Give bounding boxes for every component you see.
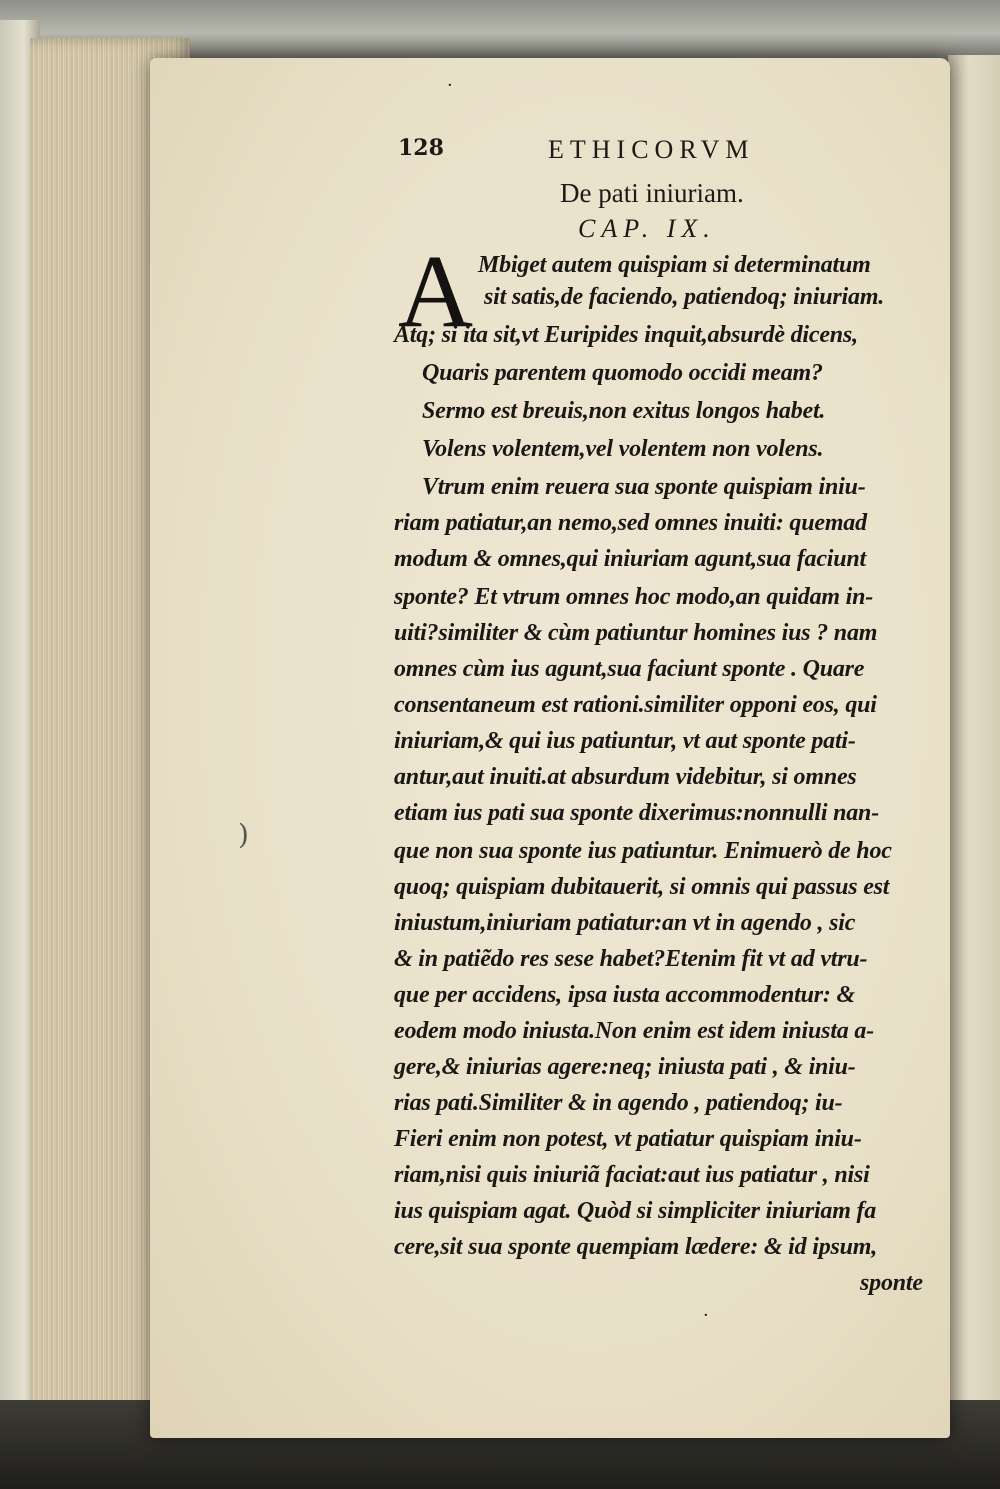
text-line: & in patiẽdo res sese habet?Etenim fit vt ad vtru-	[394, 946, 868, 972]
text-line: etiam ius pati sua sponte dixerimus:nonnulli nan-	[394, 800, 880, 826]
text-line: sponte? Et vtrum omnes hoc modo,an quidam in-	[394, 584, 874, 610]
text-line: cere,sit sua sponte quempiam lædere: & id ipsum,	[394, 1234, 878, 1260]
text-line: quoq; quispiam dubitauerit, si omnis qui passus est	[394, 874, 890, 900]
chapter-number: CAP. IX.	[578, 214, 716, 243]
ink-speck: ·	[703, 1305, 709, 1326]
ink-speck: ·	[447, 75, 453, 96]
text-line: consentaneum est rationi.similiter opponi eos, qui	[394, 692, 877, 718]
text-line: Mbiget autem quispiam si determinatum	[478, 252, 871, 278]
text-line: Atq; si ita sit,vt Euripides inquit,absurdè dicens,	[394, 322, 858, 348]
text-line: iniuriam,& qui ius patiuntur, vt aut sponte pati-	[394, 728, 856, 754]
text-line: omnes cùm ius agunt,sua faciunt sponte . Quare	[394, 656, 865, 682]
text-line: Fieri enim non potest, vt patiatur quispiam iniu-	[394, 1126, 862, 1152]
text-line: que per accidens, ipsa iusta accommodentur: &	[394, 982, 855, 1008]
text-line: que non sua sponte ius patiuntur. Enimuerò de hoc	[394, 838, 892, 864]
page-header	[0, 135, 1000, 175]
text-line: riam,nisi quis iniuriã faciat:aut ius patiatur , nisi	[394, 1162, 870, 1188]
text-line: ius quispiam agat. Quòd si simpliciter iniuriam fa	[394, 1198, 877, 1224]
text-line: riam patiatur,an nemo,sed omnes inuiti: quemad	[394, 510, 867, 536]
text-line: antur,aut inuiti.at absurdum videbitur, si omnes	[394, 764, 857, 790]
text-line: Quaris parentem quomodo occidi meam?	[422, 360, 823, 386]
catchword: sponte	[860, 1270, 923, 1296]
text-line: sit satis,de faciendo, patiendoq; iniuriam.	[484, 284, 885, 310]
text-line: Sermo est breuis,non exitus longos habet.	[422, 398, 826, 424]
drop-cap-initial: A	[398, 234, 474, 349]
text-line: gere,& iniurias agere:neq; iniusta pati , & iniu-	[394, 1054, 856, 1080]
running-head: ETHICORVM	[548, 135, 755, 164]
chapter-title: De pati iniuriam.	[560, 178, 744, 208]
text-line: Vtrum enim reuera sua sponte quispiam iniu-	[422, 474, 866, 500]
text-line: uiti?similiter & cùm patiuntur homines ius ? nam	[394, 620, 878, 646]
facing-page-edge	[948, 55, 1000, 1415]
text-line: rias pati.Similiter & in agendo , patiendoq; iu-	[394, 1090, 843, 1116]
text-line: eodem modo iniusta.Non enim est idem iniusta a-	[394, 1018, 874, 1044]
text-line: modum & omnes,qui iniuriam agunt,sua faciunt	[394, 546, 867, 572]
margin-mark: )	[238, 818, 249, 851]
text-line: iniustum,iniuriam patiatur:an vt in agendo , sic	[394, 910, 856, 936]
folio-number: 128	[398, 135, 444, 161]
text-line: Volens volentem,vel volentem non volens.	[422, 436, 824, 462]
